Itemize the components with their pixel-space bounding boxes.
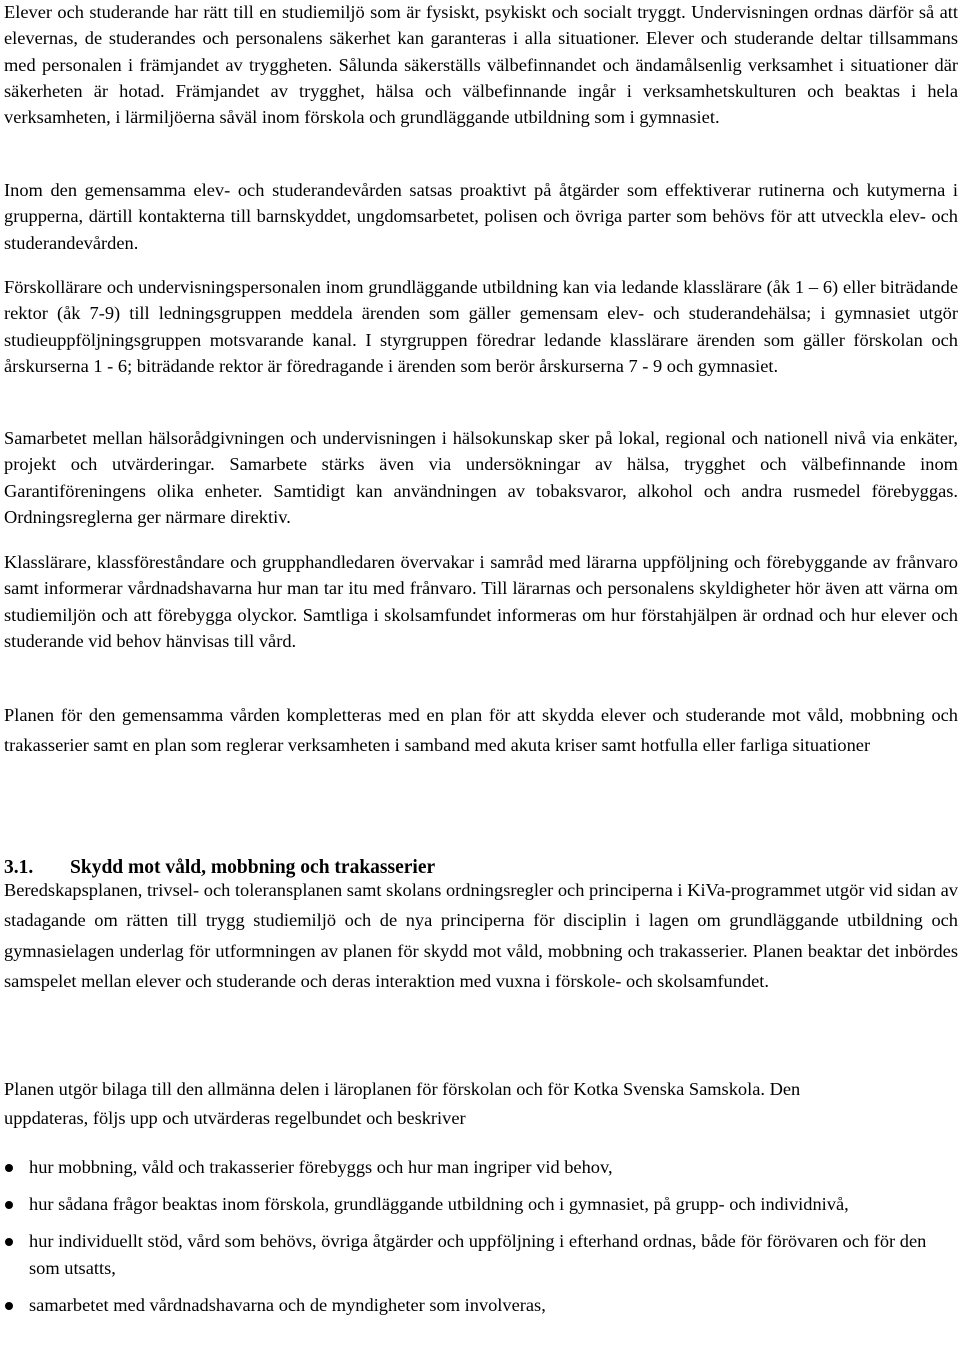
paragraph-absence-monitoring: Klasslärare, klassföreståndare och grupphandledaren övervakar i samråd med lärarna uppföljning och förebyggande av frånvaro samt informerar vårdnadshavarna hur man tar itu med frånvaro. Till lärarnas och personalens skyldigheter hör även att värna om studiemiljön och att förebygga olyckor. Samtliga i skolsamfundet informeras om hur förstahjälpen är ordnad och hur elever och studerande vid behov hänvisas till vård. (4, 552, 958, 651)
list-item (4, 1228, 958, 1282)
list-item-text: samarbetet med vårdnadshavarna och de myndigheter som involveras, (29, 1295, 546, 1315)
bullet-icon (5, 1164, 13, 1172)
paragraph-student-welfare: Inom den gemensamma elev- och studerandevården satsas proaktivt på åtgärder som effektiverar rutinerna och kutymerna i grupperna, därtill kontakterna till barnskyddet, ungdomsarbetet, polisen och övriga parter som behövs för att utveckla elev- och studerandevården. (4, 180, 958, 253)
paragraph-reporting-channels: Förskollärare och undervisningspersonalen inom grundläggande utbildning kan via ledande klasslärare (åk 1 – 6) eller biträdande rektor (åk 7-9) till ledningsgruppen meddela ärenden som gäller gemensam elev- och studerandehälsa; i gymnasiet utgör studieuppföljningsgruppen motsvarande kanal. I styrgruppen föredrar ledande klasslärare ärenden som gäller förskolan och årskurserna 1 - 6; biträdande rektor är föredragande i ärenden som berör årskurserna 7 - 9 och gymnasiet. (4, 277, 958, 376)
section-number: 3.1. (4, 857, 34, 878)
bullet-icon (5, 1238, 13, 1246)
list-item (4, 1292, 958, 1319)
paragraph-safety-environment: Elever och studerande har rätt till en studiemiljö som är fysiskt, psykiskt och socialt tryggt. Undervisningen ordnas därför så att elevernas, de studerandes och personalens säkerhet kan garanteras i alla situationer. Elever och studerande deltar tillsammans med personalen i främjandet av tryggheten. Sålunda säkerställs välbefinnandet och ändamålsenlig verksamhet i situationer där säkerheten är hotad. Främjandet av trygghet, hälsa och välbefinnande ingår i verksamhetskulturen och beaktas i hela verksamheten, i lärmiljöerna såväl inom förskola och grundläggande utbildning som i gymnasiet. (4, 2, 958, 128)
list-item-text: hur sådana frågor beaktas inom förskola, grundläggande utbildning och i gymnasiet, på grupp- och individnivå, (29, 1194, 849, 1214)
list-item-text: hur individuellt stöd, vård som behövs, övriga åtgärder och uppföljning i efterhand ordnas, både för förövaren och för den som utsatts, (29, 1231, 927, 1278)
bullet-icon (5, 1201, 13, 1209)
list-item-text: hur mobbning, våld och trakasserier förebyggs och hur man ingriper vid behov, (29, 1157, 613, 1177)
paragraph-health-cooperation: Samarbetet mellan hälsorådgivningen och undervisningen i hälsokunskap sker på lokal, regional och nationell nivå via enkäter, projekt och utvärderingar. Samarbete stärks även via undersökningar av hälsa, trygghet och välbefinnande inom Garantiföreningens olika enheter. Samtidigt kan användningen av tobaksvaror, alkohol och andra rusmedel förebyggas. Ordningsreglerna ger närmare direktiv. (4, 428, 958, 527)
section-title: Skydd mot våld, mobbning och trakasserier (70, 857, 436, 878)
bullet-icon (5, 1302, 13, 1310)
bullet-list (4, 1154, 958, 1329)
list-item (4, 1191, 958, 1218)
list-item (4, 1154, 958, 1181)
paragraph-preparedness-plan: Beredskapsplanen, trivsel- och toleransplanen samt skolans ordningsregler och principerna i KiVa-programmet utgör vid sidan av stadagande om rätten till trygg studiemiljö och de nya principerna för disciplin i lagen om grundläggande utbildning och gymnasielagen underlag för utformningen av planen för skydd mot våld, mobbning och trakasserier. Planen beaktar det inbördes samspelet mellan elever och studerande och deras interaktion med vuxna i förskole- och skolsamfundet. (4, 880, 958, 992)
paragraph-care-plan: Planen för den gemensamma vården kompletteras med en plan för att skydda elever och studerande mot våld, mobbning och trakasserier samt en plan som reglerar verksamheten i samband med akuta kriser samt hotfulla eller farliga situationer (4, 705, 958, 756)
paragraph-plan-appendix: Planen utgör bilaga till den allmänna delen i läroplanen för förskolan och för Kotka Svenska Samskola. Den uppdateras, följs upp och utvärderas regelbundet och beskriver (4, 1079, 801, 1128)
